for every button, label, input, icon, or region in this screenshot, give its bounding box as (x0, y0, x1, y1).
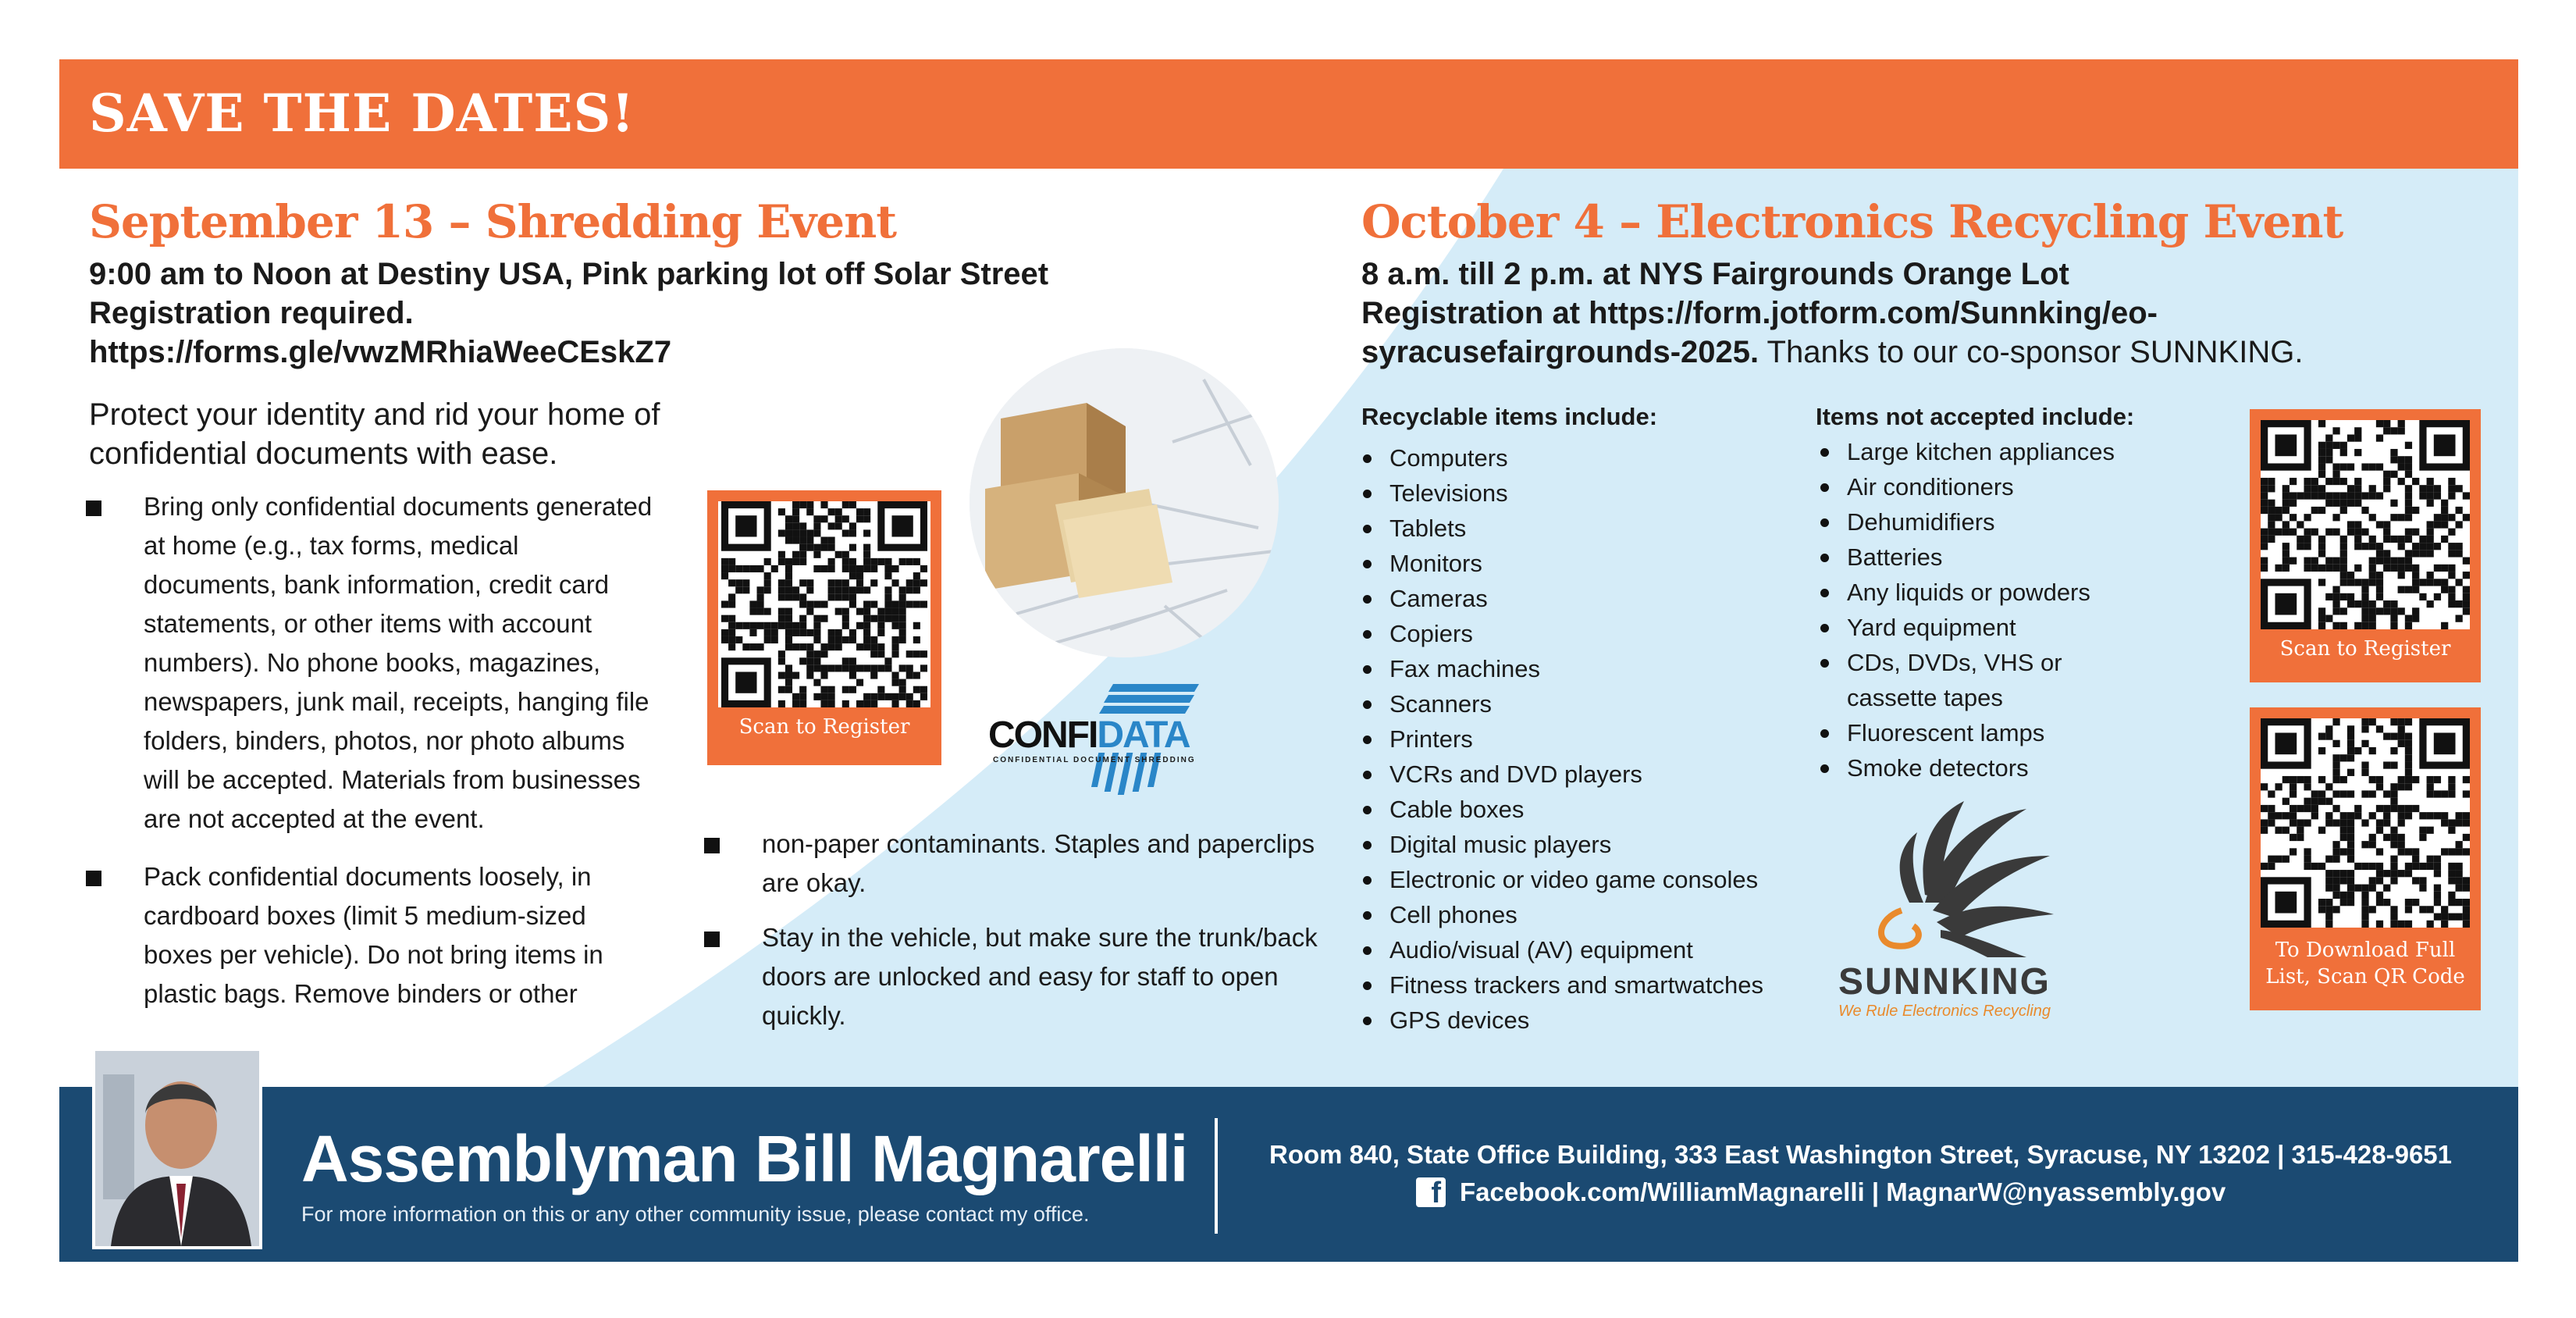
bullet-icon (1820, 729, 1829, 738)
list-item: Stay in the vehicle, but make sure the trunk/back doors are unlocked and easy for staff to open quickly. (762, 918, 1332, 1035)
shredded-paper-photo (970, 348, 1279, 657)
shredding-qr[interactable] (707, 490, 941, 765)
list-item: CDs, DVDs, VHS or (1847, 645, 2115, 680)
confidata-logo: CONFIDATA CONFIDENTIAL DOCUMENT SHREDDING (988, 684, 1207, 801)
bullet-icon (1820, 659, 1829, 668)
bullet-icon (1363, 946, 1372, 955)
bullet-icon (1363, 736, 1372, 744)
list-item: VCRs and DVD players (1389, 757, 1763, 792)
list-item: Air conditioners (1847, 469, 2115, 504)
bullet-icon (1363, 630, 1372, 639)
footer-bar (59, 1087, 2518, 1262)
recyclable-heading: Recyclable items include: (1361, 403, 1658, 430)
shredding-url[interactable]: https://forms.gle/vwzMRhiaWeeCEskZ7 (89, 335, 672, 369)
list-item: cassette tapes (1847, 684, 2003, 711)
list-item: Fitness trackers and smartwatches (1389, 967, 1763, 1003)
bullet-icon (1363, 560, 1372, 568)
bullet-icon (1363, 700, 1372, 709)
social-contact[interactable]: Facebook.com/WilliamMagnarelli | MagnarW@nyassembly.gov (1460, 1177, 2226, 1206)
electronics-list-qr[interactable] (2250, 707, 2481, 1010)
banner-title: SAVE THE DATES! (89, 83, 635, 144)
list-item: Batteries (1847, 540, 2115, 575)
bullet-icon (1820, 624, 1829, 632)
list-item: Dehumidifiers (1847, 504, 2115, 540)
bullet-icon (1820, 554, 1829, 562)
electronics-register-qr[interactable] (2250, 409, 2481, 682)
bullet-icon (1363, 595, 1372, 604)
electronics-sponsor-line: syracusefairgrounds-2025. Thanks to our co-sponsor SUNNKING. (1361, 335, 2304, 369)
bullet-icon (1363, 911, 1372, 920)
qr-code[interactable] (718, 501, 930, 707)
list-item: Fluorescent lamps (1847, 715, 2115, 750)
square-bullet-icon (704, 932, 720, 947)
bullet-icon (1820, 483, 1829, 492)
qr-caption-line2: List, Scan QR Code (2265, 965, 2465, 988)
qr-code[interactable] (2261, 420, 2470, 629)
not-accepted-list (1847, 434, 2115, 785)
shredding-registration: Registration required. (89, 296, 414, 330)
list-item: GPS devices (1389, 1003, 1763, 1038)
header-banner (59, 59, 2518, 169)
qr-code[interactable] (2261, 718, 2470, 928)
shredding-bullets-col1 (144, 487, 659, 1013)
square-bullet-icon (86, 871, 101, 886)
list-item: Pack confidential documents loosely, in cardboard boxes (limit 5 medium-sized boxes per vehicle). Do not bring items in plastic bags. Remove binders or other (144, 857, 659, 1013)
electronics-time-place: 8 a.m. till 2 p.m. at NYS Fairgrounds Orange Lot (1361, 257, 2069, 291)
qr-caption: Scan to Register (738, 715, 910, 739)
electronics-registration[interactable]: Registration at https://form.jotform.com/Sunnking/eo- (1361, 296, 2158, 330)
list-item: Cell phones (1389, 897, 1763, 932)
shredding-time-place: 9:00 am to Noon at Destiny USA, Pink parking lot off Solar Street (89, 257, 1049, 291)
list-item: Bring only confidential documents generated at home (e.g., tax forms, medical documents, bank information, credit card statements, or other items with account numbers). No phone books, magazines, newspapers, junk mail, receipts, hanging file folders, binders, photos, nor photo albums will be accepted. Materials from businesses are not accepted at the event. (144, 487, 659, 839)
bullet-icon (1820, 518, 1829, 527)
assemblyman-name: Assemblyman Bill Magnarelli (301, 1122, 1188, 1195)
square-bullet-icon (704, 838, 720, 853)
list-item: Cable boxes (1389, 792, 1763, 827)
list-item: Smoke detectors (1847, 750, 2115, 785)
list-item: Large kitchen appliances (1847, 434, 2115, 469)
bullet-icon (1363, 665, 1372, 674)
flyer-card (59, 59, 2518, 1262)
bullet-icon (1363, 490, 1372, 498)
list-item: Yard equipment (1847, 610, 2115, 645)
bullet-icon (1363, 841, 1372, 850)
footer-tagline: For more information on this or any other community issue, please contact my office. (301, 1202, 1090, 1226)
office-address: Room 840, State Office Building, 333 East Washington Street, Syracuse, NY 13202 | 315-428-9651 (1269, 1140, 2453, 1169)
bullet-icon (1820, 764, 1829, 773)
list-item: Audio/visual (AV) equipment (1389, 932, 1763, 967)
bullet-icon (1363, 525, 1372, 533)
bullet-icon (1363, 806, 1372, 814)
bullet-icon (1820, 589, 1829, 597)
bullet-icon (1820, 448, 1829, 457)
list-item: Printers (1389, 721, 1763, 757)
list-item: Televisions (1389, 476, 1763, 511)
bullet-icon (1363, 981, 1372, 990)
list-item: Any liquids or powders (1847, 575, 2115, 610)
list-item: non-paper contaminants. Staples and paperclips are okay. (762, 825, 1332, 903)
sunnking-logo: SUNNKING We Rule Electronics Recycling (1831, 801, 2058, 1028)
qr-caption-line1: To Download Full (2275, 939, 2456, 962)
bullet-icon (1363, 1017, 1372, 1025)
shredding-bullets-col2 (762, 825, 1332, 1035)
portrait-photo (92, 1048, 262, 1249)
bullet-icon (1363, 454, 1372, 463)
list-item: Copiers (1389, 616, 1763, 651)
bullet-icon (1363, 771, 1372, 779)
facebook-icon[interactable]: f (1416, 1177, 1446, 1207)
divider (1215, 1118, 1218, 1234)
list-item: Fax machines (1389, 651, 1763, 686)
recyclable-list (1389, 440, 1763, 1038)
qr-caption: Scan to Register (2279, 637, 2451, 661)
electronics-heading: October 4 – Electronics Recycling Event (1361, 195, 2343, 248)
shredding-heading: September 13 – Shredding Event (89, 195, 897, 248)
list-item: Monitors (1389, 546, 1763, 581)
list-item: Computers (1389, 440, 1763, 476)
list-item: Cameras (1389, 581, 1763, 616)
list-item: Electronic or video game consoles (1389, 862, 1763, 897)
list-item: Tablets (1389, 511, 1763, 546)
not-accepted-heading: Items not accepted include: (1816, 403, 2135, 430)
shredding-intro: Protect your identity and rid your home of confidential documents with ease. (89, 397, 660, 471)
list-item: Digital music players (1389, 827, 1763, 862)
bullet-icon (1363, 876, 1372, 885)
square-bullet-icon (86, 500, 101, 516)
list-item: Scanners (1389, 686, 1763, 721)
